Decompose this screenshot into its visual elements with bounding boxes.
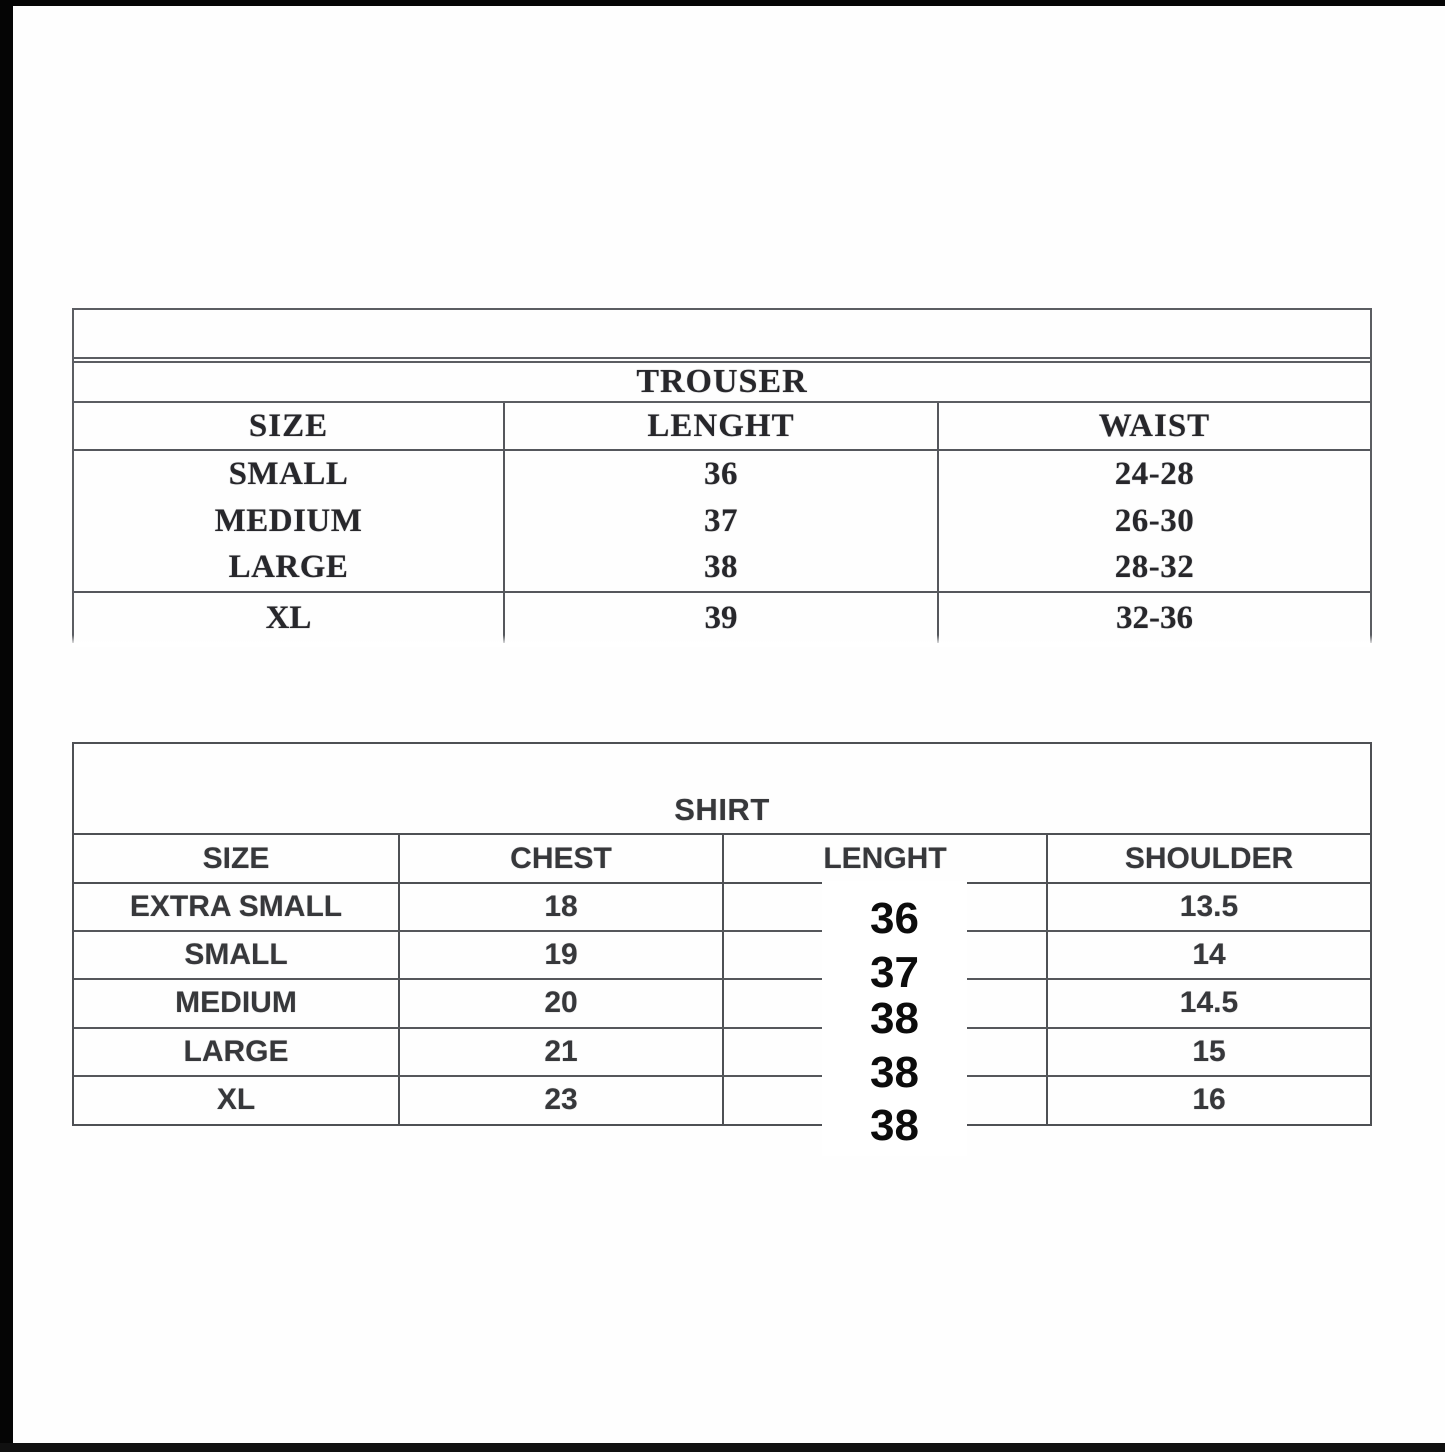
- trouser-header-lenght: LENGHT: [503, 403, 937, 449]
- shirt-header-row: [74, 835, 1370, 884]
- trouser-size-large: LARGE: [228, 549, 349, 586]
- trouser-size-xl: XL: [265, 599, 312, 636]
- trouser-waist-medium: 26-30: [1114, 502, 1195, 539]
- trouser-lenght-medium: 37: [704, 502, 738, 539]
- trouser-size-column: [74, 451, 503, 591]
- shirt-header-size: SIZE: [202, 841, 270, 875]
- trouser-header-size: SIZE: [248, 407, 329, 444]
- trouser-size-small: SMALL: [228, 455, 349, 492]
- shirt-lenght-overlay-value: 36: [870, 894, 919, 943]
- shirt-header-shoulder: SHOULDER: [1046, 835, 1370, 882]
- trouser-waist-large: 28-32: [1114, 549, 1195, 586]
- shirt-header-lenght: LENGHT: [722, 835, 1046, 882]
- scan-edge-left: [0, 0, 13, 1452]
- shirt-shoulder-cell: 13.5: [1046, 884, 1370, 930]
- shirt-lenght-overlay-value: 38: [870, 1048, 919, 1097]
- trouser-lenght-large: 38: [704, 549, 738, 586]
- shirt-lenght-overlay-value: 38: [870, 1101, 919, 1150]
- shirt-size-table: [72, 742, 1372, 1150]
- shirt-table-title: SHIRT: [74, 744, 1370, 835]
- trouser-size-medium: MEDIUM: [214, 502, 363, 539]
- shirt-header-chest: CHEST: [398, 835, 722, 882]
- trouser-size-table: [72, 308, 1372, 643]
- trouser-header-row: [74, 403, 1370, 451]
- trouser-empty-row: [74, 310, 1370, 359]
- shirt-lenght-overlay-value: 37: [870, 948, 919, 997]
- shirt-size-cell: SMALL: [184, 938, 288, 972]
- shirt-chest-cell: 20: [398, 980, 722, 1026]
- trouser-waist-column: [937, 451, 1370, 591]
- scan-edge-bottom: [0, 1443, 1445, 1452]
- shirt-shoulder-cell: 16: [1046, 1077, 1370, 1124]
- trouser-lenght-small: 36: [704, 455, 738, 492]
- shirt-chest-cell: 18: [398, 884, 722, 930]
- shirt-size-cell: EXTRA SMALL: [129, 890, 343, 924]
- trouser-waist-xl: 32-36: [937, 593, 1370, 643]
- trouser-bottom-crop-fade: [72, 635, 1372, 647]
- shirt-row-extra-small: [74, 884, 1370, 932]
- shirt-lenght-overlay-value: 38: [870, 994, 919, 1043]
- trouser-body-rows: [74, 451, 1370, 593]
- shirt-chest-cell: 19: [398, 932, 722, 978]
- trouser-lenght-column: [503, 451, 937, 591]
- trouser-waist-small: 24-28: [1114, 455, 1195, 492]
- shirt-shoulder-cell: 15: [1046, 1029, 1370, 1075]
- trouser-header-waist: WAIST: [937, 403, 1370, 449]
- shirt-row-medium: [74, 980, 1370, 1028]
- shirt-row-large: [74, 1029, 1370, 1077]
- shirt-row-small: [74, 932, 1370, 980]
- trouser-lenght-xl: 39: [503, 593, 937, 643]
- shirt-size-cell: XL: [216, 1083, 256, 1117]
- shirt-shoulder-cell: 14: [1046, 932, 1370, 978]
- shirt-size-cell: MEDIUM: [175, 986, 297, 1020]
- trouser-table-title: TROUSER: [74, 363, 1370, 403]
- shirt-shoulder-cell: 14.5: [1046, 980, 1370, 1026]
- scan-edge-top: [0, 0, 1445, 6]
- shirt-chest-cell: 23: [398, 1077, 722, 1124]
- shirt-row-xl: [74, 1077, 1370, 1124]
- shirt-chest-cell: 21: [398, 1029, 722, 1075]
- shirt-size-cell: LARGE: [183, 1034, 289, 1068]
